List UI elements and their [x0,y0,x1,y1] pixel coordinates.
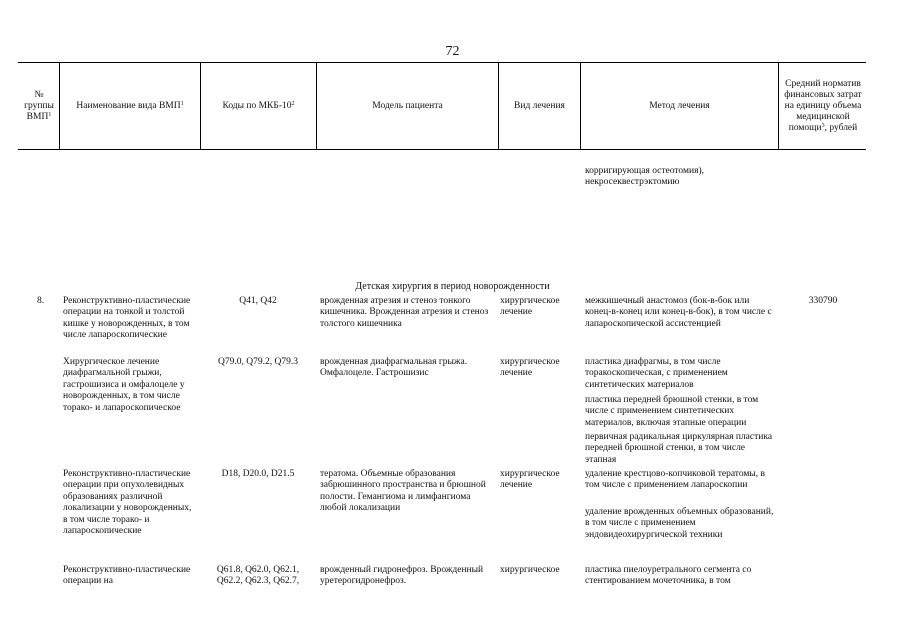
row-2-method-2: пластика передней брюшной стенки, в том числе с применением синтетических материалов, включая этапные операции [585,395,759,428]
row-3-type: хирургическое лечение [500,469,560,491]
row-1-model: врожденная атрезия и стеноз тонкого кишечника. Врожденная атрезия и стеноз толстого кишечника [320,296,489,329]
row-3-method-1: удаление крестцово-копчиковой тератомы, в том числе с применением лапароскопии [585,469,766,491]
row-2-method-1: пластика диафрагмы, в том числе торакоскопическая, с применением синтетических материалов [585,357,728,390]
row-4-name: Реконструктивно-пластические операции на [63,565,191,587]
section-title: Детская хирургия в период новорожденности [355,281,550,292]
row-4-model: врожденный гидронефроз. Врожденный уретерогидронефроз. [320,565,484,587]
row-3-codes: D18, D20.0, D21.5 [221,469,295,479]
header-col-cost: Средний норматив финансовых затрат на единицу объема медицинской помощи$^3$, рублей [784,78,862,133]
row-2-method-3: первичная радикальная циркулярная пластика передней брюшной стенки, в том числе этапная [585,432,773,465]
row-2-name: Хирургическое лечение диафрагмальной грыжи, гастрошизиса и омфалоцеле у новорожденных, в том числе торако- и лапароскопическое [63,357,185,413]
header-divider-6 [778,62,779,150]
row-1-cost: 330790 [808,296,838,306]
row-1-number: 8. [37,296,45,306]
row-4-method-1: пластика пиелоуретрального сегмента со стентированием мочеточника, в том [585,565,752,587]
row-2-model: врожденная диафрагмальная грыжа. Омфалоцеле. Гастрошизис [320,357,468,379]
header-col-name: Наименование вида ВМП$^1$ [76,100,184,111]
row-1-name: Реконструктивно-пластические операции на тонкой и толстой кишке у новорожденных, в том числе лапароскопические [63,296,191,341]
row-3-method-2: удаление врожденных объемных образований, в том числе с применением эндовидеохирургической техники [585,507,774,540]
row-4-type: хирургическое [500,565,560,575]
header-bottom-rule [18,149,866,150]
header-col-codes: Коды по МКБ-$10^2$ [222,100,295,111]
row-1-codes: Q41, Q42 [239,296,277,306]
continuation-text: корригирующая остеотомия), некросеквестрэктомию [585,166,704,188]
row-2-codes: Q79.0, Q79.2, Q79.3 [218,357,298,367]
page-number: 72 [445,44,460,59]
header-col-group: № группы ВМП$^1$ [24,89,54,122]
row-1-method-1: межкишечный анастомоз (бок-в-бок или конец-в-конец или конец-в-бок), в том числе с лапароскопической ассистенцией [585,296,772,329]
header-col-type: Вид лечения [514,100,565,111]
row-3-model: тератома. Объемные образования забрюшинного пространства и брюшной полости. Гемангиома и лимфангиома любой локализации [320,469,486,514]
row-2-type: хирургическое лечение [500,357,560,379]
header-col-method: Метод лечения [649,100,710,111]
row-4-codes: Q61.8, Q62.0, Q62.1, Q62.2, Q62.3, Q62.7, [216,565,300,587]
row-1-type: хирургическое лечение [500,296,560,318]
row-3-name: Реконструктивно-пластические операции при опухолевидных образованиях различной локализации у новорожденных, в том числе торако- и лапароскопические [63,469,192,537]
header-col-model: Модель пациента [372,100,443,111]
